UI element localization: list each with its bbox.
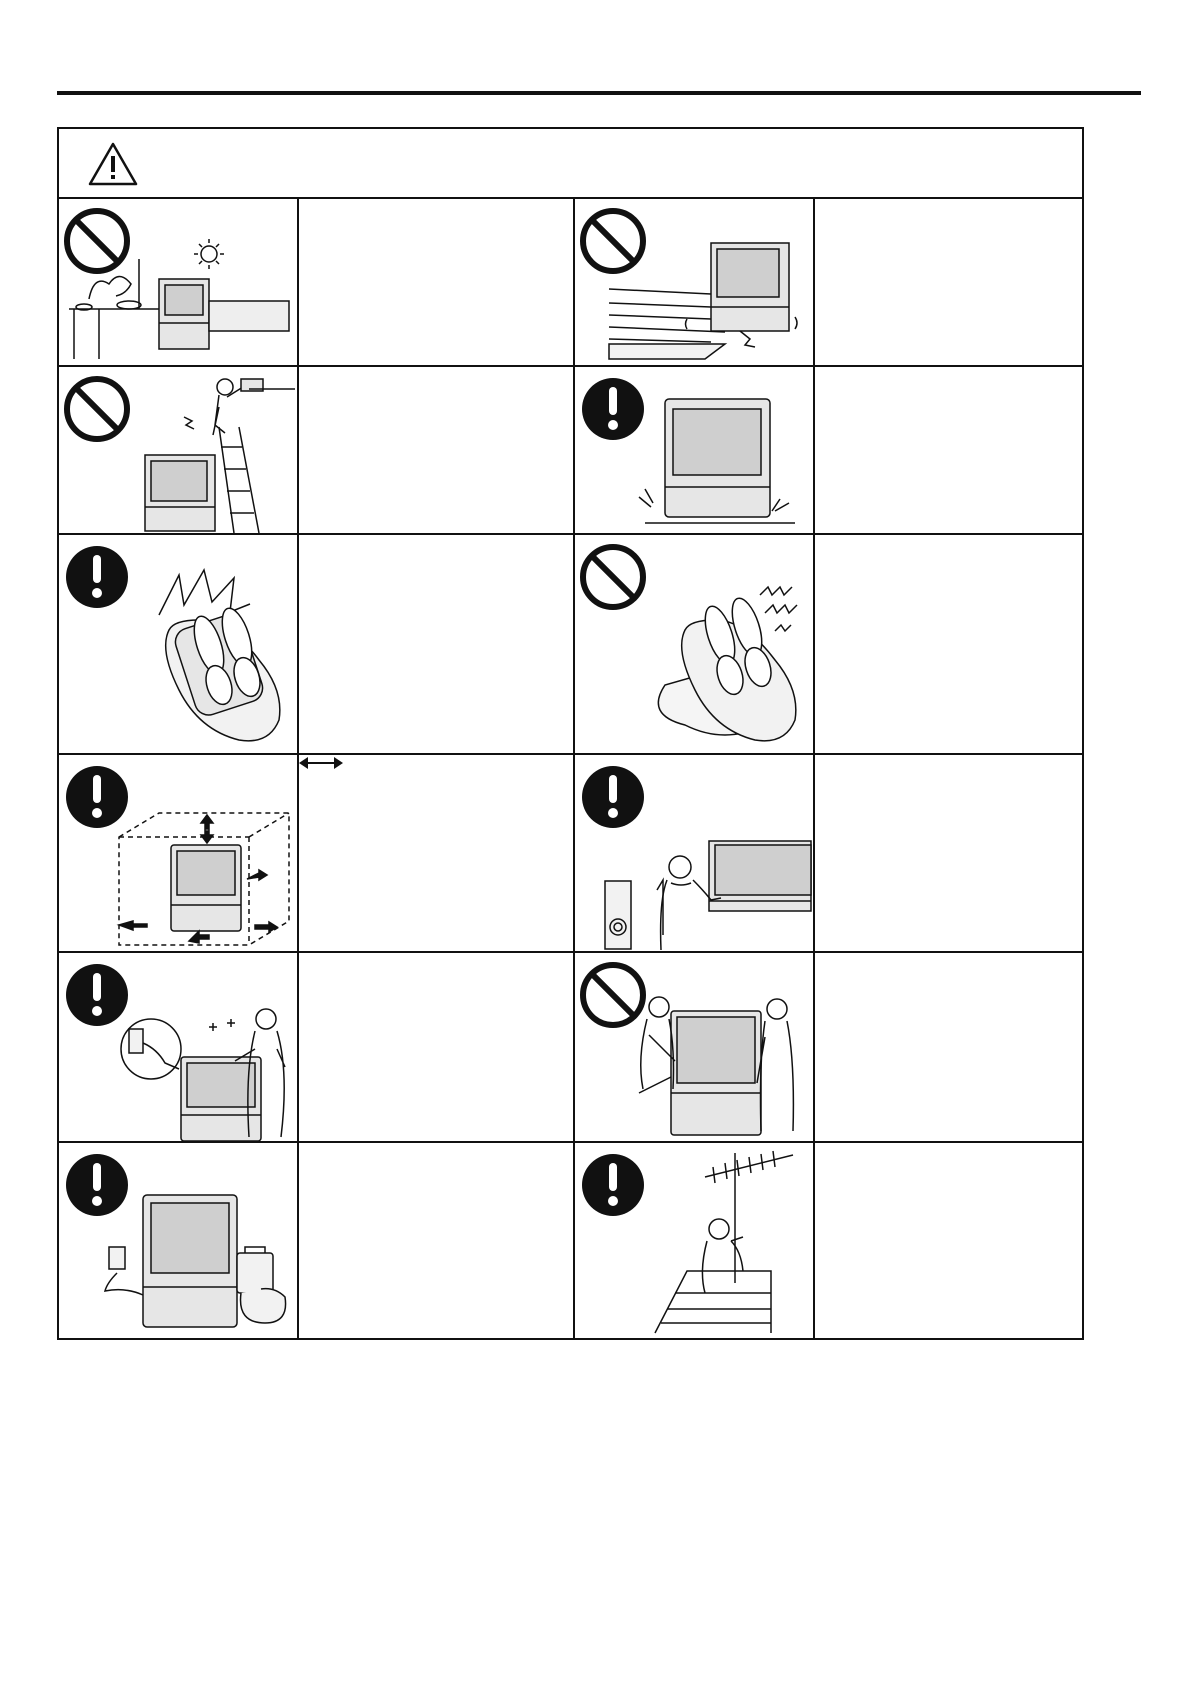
prohibition-icon [583,547,643,607]
illustration-cell [59,535,299,753]
tv-on-stable-floor [639,399,795,523]
remote-battery-leak-heat [658,587,797,741]
illustration-cell [575,953,815,1141]
mandatory-icon [66,1154,128,1216]
prohibition-icon [583,211,643,271]
instruction-text-cell [299,1143,575,1338]
instruction-text-cell [815,755,1084,951]
illustration-cell [575,535,815,753]
prohibition-icon [67,211,127,271]
caution-row-4 [59,755,1082,953]
mandatory-icon [66,546,128,608]
illustration-cell [575,367,815,533]
unplug-before-cleaning-tv [121,1009,285,1141]
prohibition-icon [583,965,643,1025]
unplug-tv-when-leaving [105,1195,286,1327]
illustration-cell [59,367,299,533]
technician-servicing-tv [605,841,811,950]
instruction-text-cell [815,953,1084,1141]
double-arrow-icon [299,755,343,771]
illustration-cell [59,199,299,365]
instruction-text-cell [815,367,1084,533]
prohibition-icon [67,379,127,439]
instruction-text-cell [299,535,575,753]
top-rule [57,91,1141,95]
mandatory-icon [582,766,644,828]
caution-table [57,127,1084,1340]
instruction-text-cell [815,1143,1084,1338]
caution-row-5 [59,953,1082,1143]
two-people-lifting-tv-by-screen [639,997,793,1135]
instruction-text-cell [299,199,575,365]
remote-battery-compartment [159,570,280,741]
tv-ventilation-clearance-space [119,813,289,945]
mandatory-icon [582,378,644,440]
illustration-cell [575,199,815,365]
illustration-cell [59,1143,299,1338]
warning-triangle-icon [87,141,139,187]
mandatory-icon [66,964,128,1026]
mandatory-icon [582,1154,644,1216]
caution-row-1 [59,199,1082,367]
caution-row-3 [59,535,1082,755]
caution-header [59,129,1082,199]
caution-row-6 [59,1143,1082,1338]
tv-near-kitchen-stove-sunlight [69,239,289,359]
instruction-text-cell [299,367,575,533]
instruction-text-cell [815,199,1084,365]
illustration-cell [575,755,815,951]
mandatory-icon [66,766,128,828]
instruction-text-cell [815,535,1084,753]
illustration-cell [575,1143,815,1338]
instruction-text-cell [299,755,575,951]
technician-installing-antenna-on-roof [655,1151,793,1333]
illustration-cell [59,755,299,951]
child-climbing-ladder-above-tv [145,379,295,533]
illustration-cell [59,953,299,1141]
caution-row-2 [59,367,1082,535]
instruction-text-cell [299,953,575,1141]
